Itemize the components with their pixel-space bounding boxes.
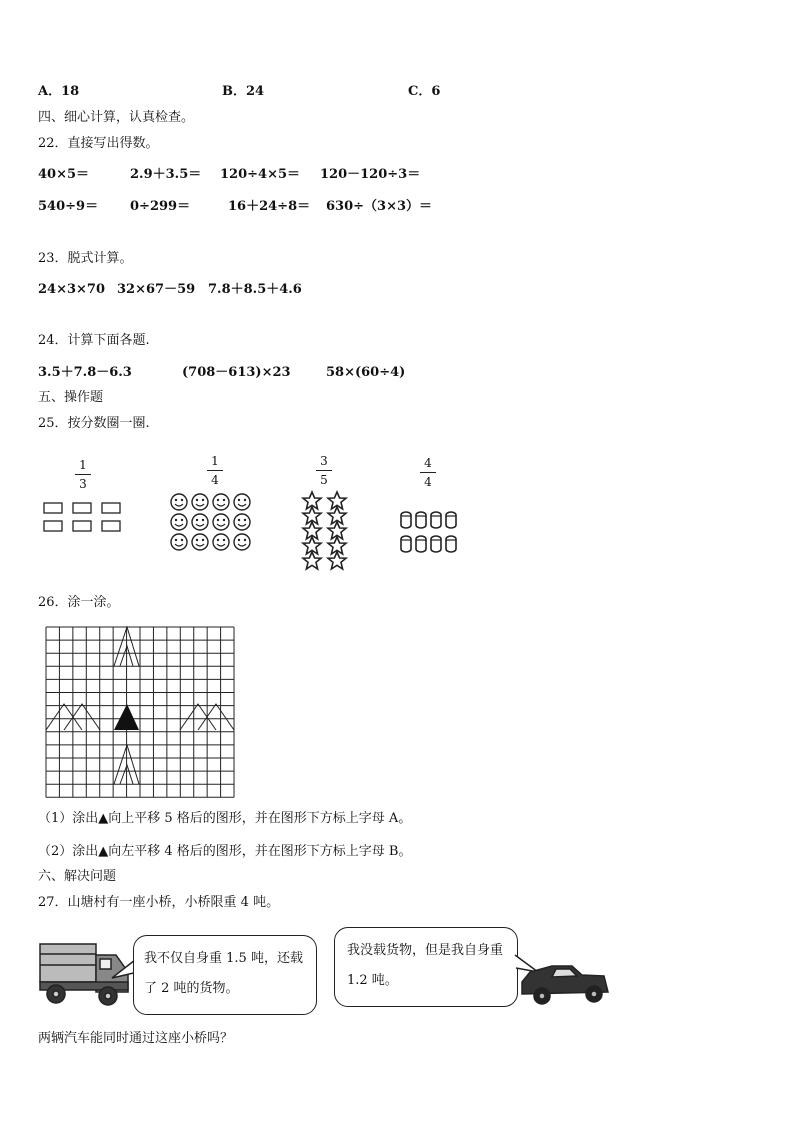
q22-item: 0÷299＝ <box>130 199 191 214</box>
q22-item: 40×5＝ <box>38 167 90 182</box>
q27-question: 两辆汽车能同时通过这座小桥吗？ <box>38 1031 234 1046</box>
q25-title: 25．按分数圈一圈. <box>38 416 150 431</box>
fraction-four-fourths: 4 4 <box>418 457 438 488</box>
section-6-heading: 六、解决问题 <box>38 869 117 884</box>
q23-title: 23．脱式计算。 <box>38 251 133 266</box>
q26-title: 26．涂一涂。 <box>38 595 120 610</box>
fraction-one-third: 1 3 <box>73 459 93 490</box>
q24-title: 24．计算下面各题. <box>38 333 150 348</box>
q24-item: 3.5＋7.8－6.3 <box>38 365 132 380</box>
q24-item: (708－613)×23 <box>182 365 291 380</box>
q26-part-2: （2）涂出▲向左平移 4 格后的图形，并在图形下方标上字母 B。 <box>38 844 412 859</box>
fraction-three-fifths: 3 5 <box>314 455 334 486</box>
q26-part-1: （1）涂出▲向上平移 5 格后的图形，并在图形下方标上字母 A。 <box>38 811 412 826</box>
q23-item: 32×67－59 <box>117 282 196 297</box>
q23-item: 24×3×70 <box>38 282 106 297</box>
q22-item: 120÷4×5＝ <box>220 167 301 182</box>
q22-title: 22．直接写出得数。 <box>38 136 159 151</box>
q22-item: 2.9＋3.5＝ <box>130 167 202 182</box>
car-speech-text: 我没载货物，但是我自身重 1.2 吨。 <box>347 943 504 988</box>
section-4-heading: 四、细心计算，认真检查。 <box>38 110 195 125</box>
q22-item: 540÷9＝ <box>38 199 99 214</box>
truck-speech-text: 我不仅自身重 1.5 吨，还载了 2 吨的货物。 <box>144 951 303 996</box>
option-a: A．18 <box>38 84 80 99</box>
q22-item: 16＋24÷8＝ <box>228 199 311 214</box>
q24-item: 58×(60÷4) <box>326 365 406 380</box>
option-b: B．24 <box>222 84 265 99</box>
section-5-heading: 五、操作题 <box>38 390 104 405</box>
q22-item: 630÷（3×3）＝ <box>326 199 433 214</box>
option-c: C．6 <box>408 84 441 99</box>
fraction-one-quarter: 1 4 <box>205 455 225 486</box>
q22-item: 120－120÷3＝ <box>320 167 421 182</box>
q23-item: 7.8＋8.5＋4.6 <box>208 282 302 297</box>
q27-title: 27．山塘村有一座小桥，小桥限重 4 吨。 <box>38 895 280 910</box>
